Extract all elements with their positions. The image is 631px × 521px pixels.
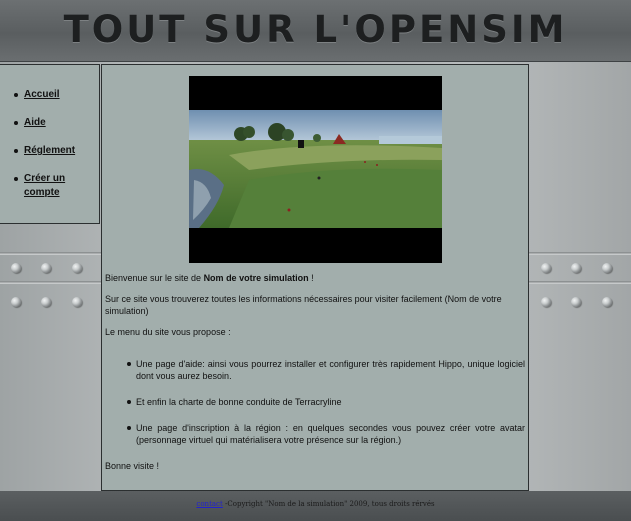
closing-text: Bonne visite !: [105, 461, 160, 471]
list-item: Une page d'inscription à la région : en quelques secondes vous pouvez créer votre avatar (personnage virtuel qui matérialisera votre présence sur la région.): [127, 422, 525, 446]
nav-link-creer-compte[interactable]: Créer un compte: [24, 173, 66, 198]
list-item: Une page d'aide: ainsi vous pourrez installer et configurer très rapidement Hippo, unique logiciel dont vous aurez besoin.: [127, 358, 525, 382]
welcome-suffix: !: [308, 273, 314, 283]
nav-link-reglement[interactable]: Réglement: [24, 145, 76, 156]
site-title: TOUT SUR L'OPENSIM: [63, 8, 568, 51]
rivet-icon: [41, 297, 51, 307]
footer-text: [0, 500, 631, 508]
rivet-icon: [602, 263, 612, 273]
nav-link-accueil[interactable]: Accueil: [24, 89, 60, 100]
welcome-prefix: Bienvenue sur le site de: [105, 273, 204, 283]
content-text: [105, 272, 525, 481]
rivet-icon: [72, 297, 82, 307]
sidebar-item-accueil: [14, 88, 96, 102]
rivet-icon: [72, 263, 82, 273]
rivet-icon: [571, 297, 581, 307]
landscape-image: [189, 110, 442, 228]
main-content: [101, 64, 529, 491]
rivet-icon: [541, 297, 551, 307]
site-footer: [0, 491, 631, 521]
rivet-icon: [541, 263, 551, 273]
rivet-icon: [11, 297, 21, 307]
sidebar-item-aide: [14, 116, 96, 130]
hero-image: [189, 76, 442, 263]
contact-link[interactable]: contact: [196, 500, 223, 508]
welcome-paragraph: [105, 272, 525, 284]
copyright-text: -Copyright "Nom de la simulation" 2009, tous droits rérvés: [222, 500, 435, 508]
menu-intro: Le menu du site vous propose :: [105, 327, 231, 337]
site-header: [0, 0, 631, 62]
nav-menu: [14, 88, 96, 214]
sim-name: Nom de votre simulation: [203, 273, 309, 283]
sidebar-item-creer-compte: [14, 172, 96, 200]
rivet-icon: [571, 263, 581, 273]
nav-link-aide[interactable]: Aide: [24, 117, 46, 128]
feature-list: [127, 358, 525, 446]
sidebar-item-reglement: [14, 144, 96, 158]
rivet-icon: [11, 263, 21, 273]
intro-paragraph: Sur ce site vous trouverez toutes les informations nécessaires pour visiter facilement (Nom de votre simulation): [105, 294, 502, 316]
rivet-icon: [41, 263, 51, 273]
sidebar-nav: [0, 64, 100, 224]
rivet-icon: [602, 297, 612, 307]
list-item: Et enfin la charte de bonne conduite de Terracryline: [127, 396, 525, 408]
